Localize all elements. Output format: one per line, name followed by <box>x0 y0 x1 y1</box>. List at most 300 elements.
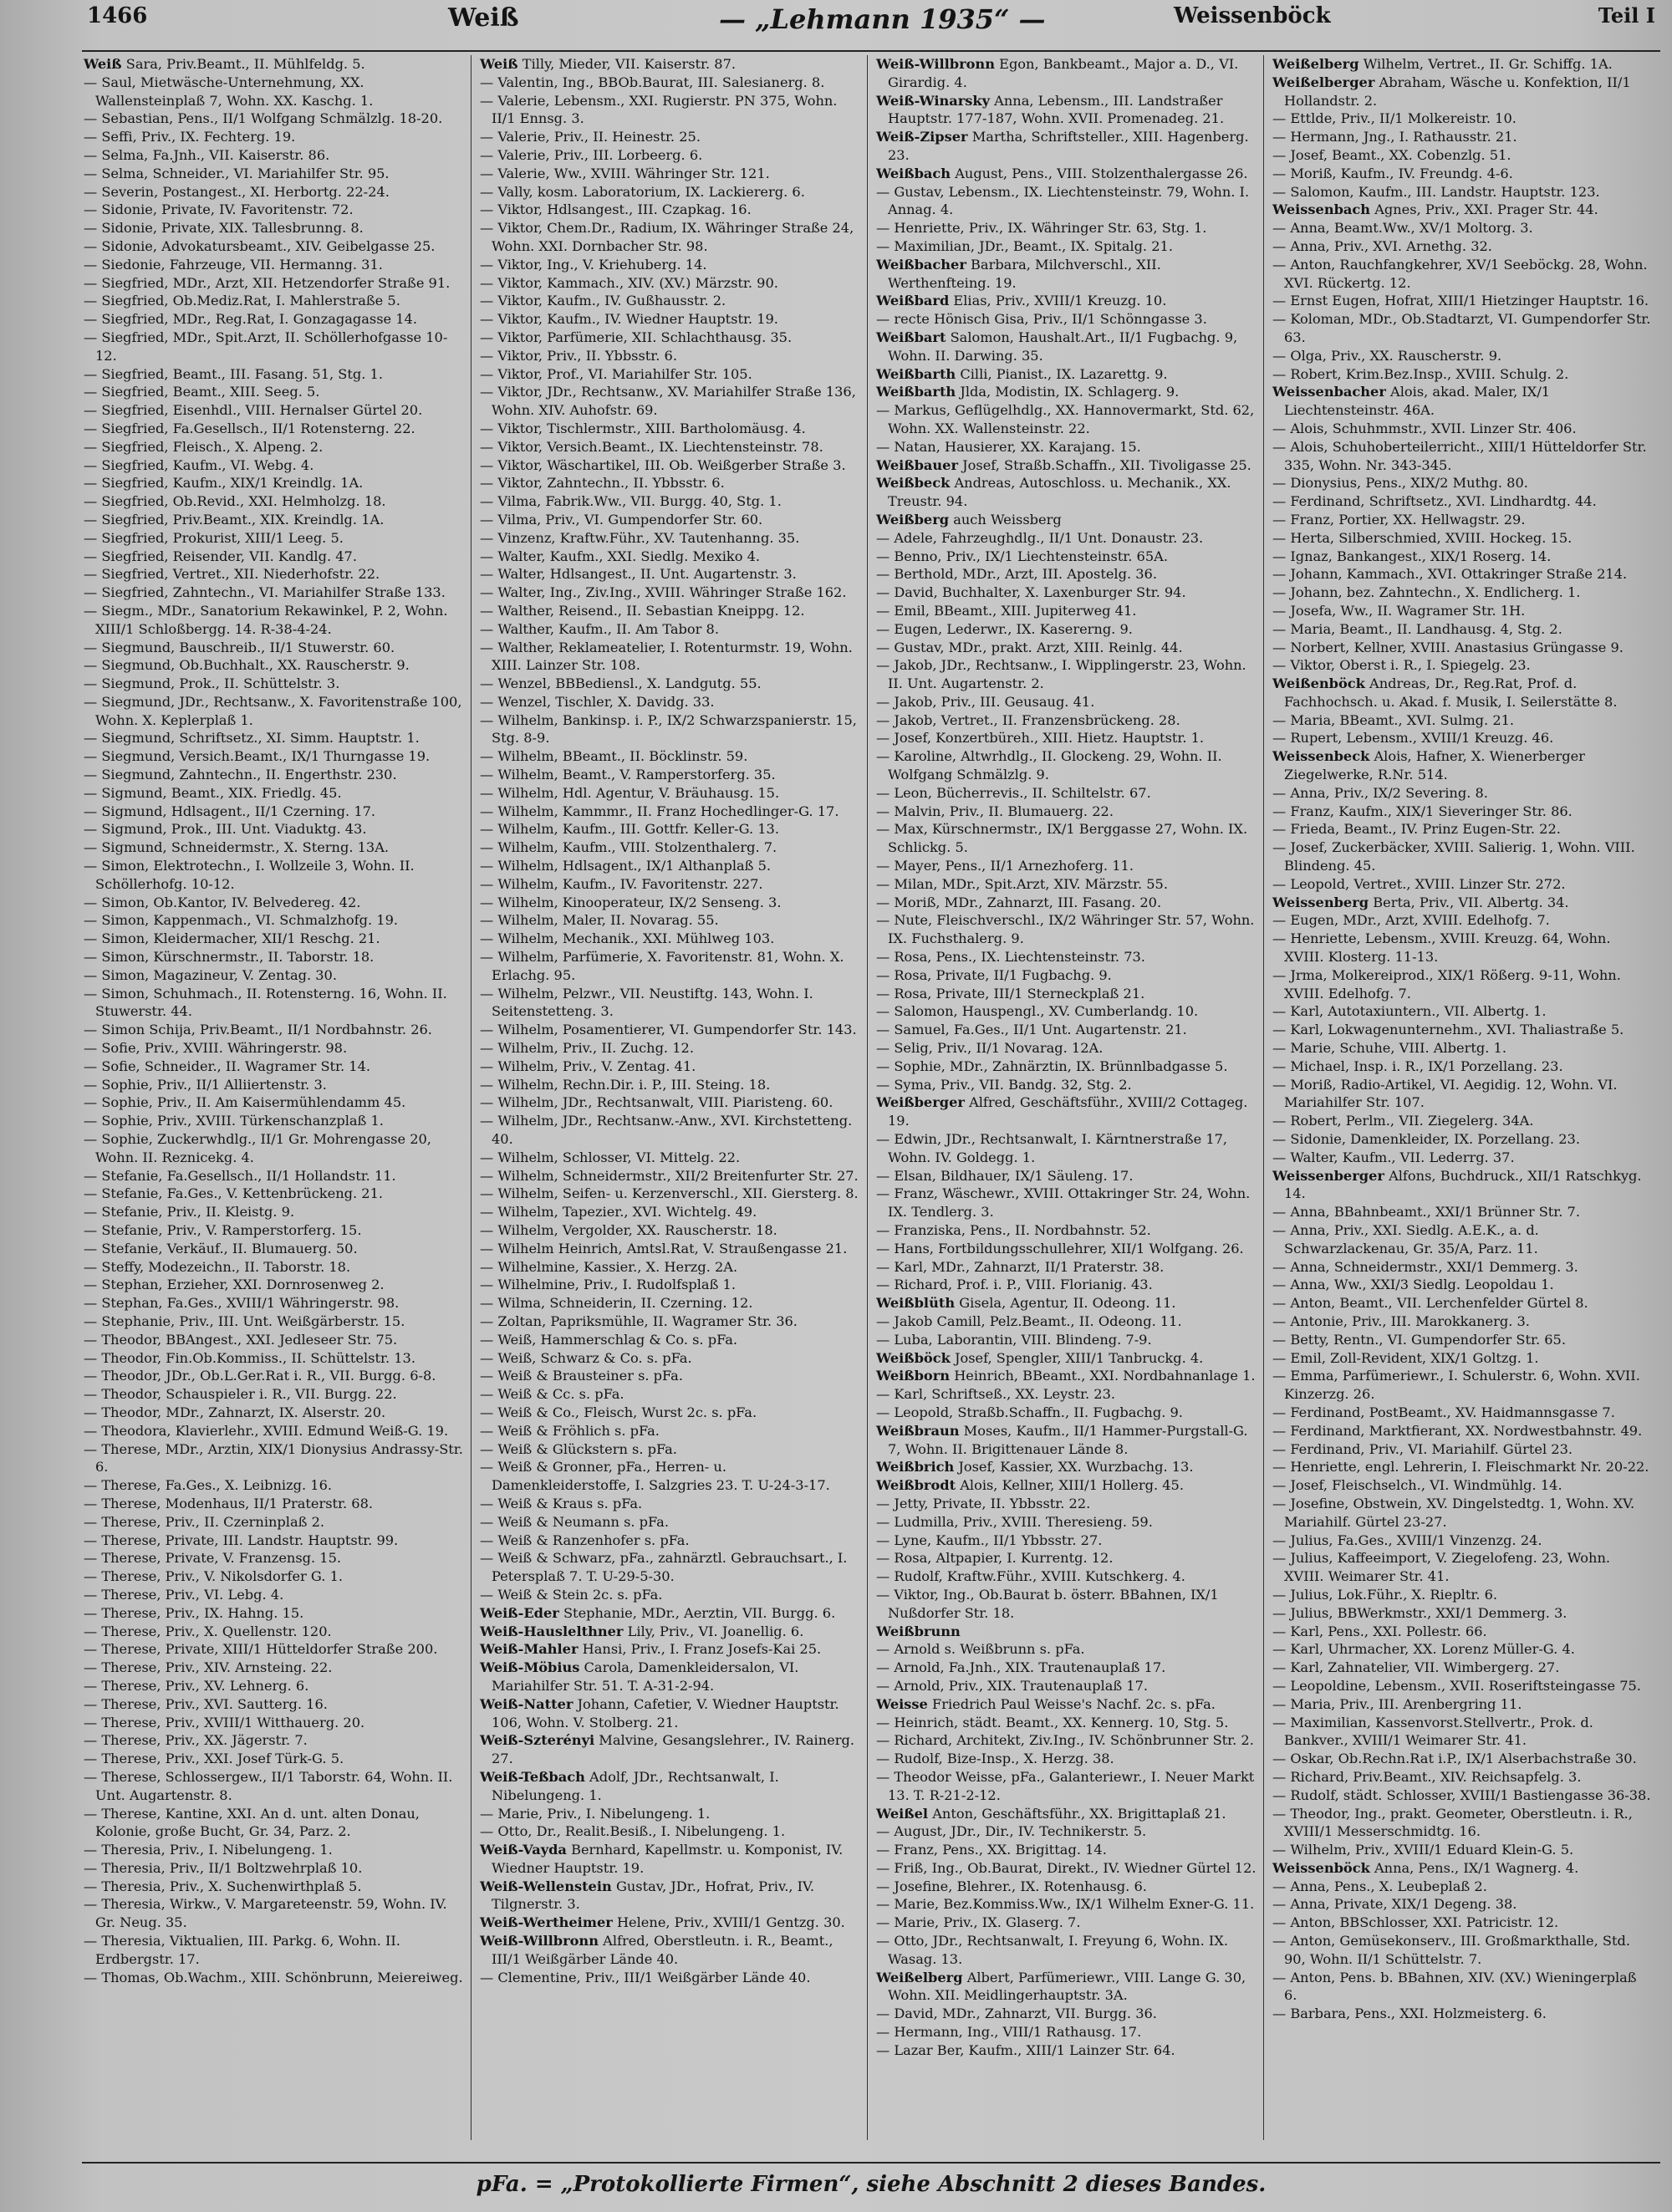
directory-entry <box>480 1495 860 1513</box>
directory-entry <box>480 383 860 420</box>
entry-text: Gustav, JDr., Hofrat, Priv., IV. Tilgnerstr. 3. <box>492 1878 815 1913</box>
entry-text: — Josefa, Ww., II. Wagramer Str. 1H. <box>1272 602 1526 619</box>
directory-entry <box>1272 1312 1654 1331</box>
entry-text: — Rosa, Altpapier, I. Kurrentg. 12. <box>876 1550 1114 1567</box>
entry-text: — Ludmilla, Priv., XVIII. Theresieng. 59. <box>876 1513 1153 1530</box>
entry-text: — Weiß & Ranzenhofer s. pFa. <box>480 1532 690 1548</box>
entry-text: — Theodor, JDr., Ob.L.Ger.Rat i. R., VII. Burgg. 6-8. <box>84 1368 436 1384</box>
entry-text: — Wilhelm, Priv., V. Zentag. 41. <box>480 1058 696 1074</box>
directory-entry <box>84 274 464 293</box>
directory-entry <box>1272 310 1654 347</box>
directory-entry <box>84 1805 464 1842</box>
directory-entry <box>84 110 464 128</box>
entry-text: — Theodor, Ing., prakt. Geometer, Oberstleutn. i. R., XVIII/1 Messerschmidtg. 16. <box>1272 1805 1633 1840</box>
entry-surname: Weißelberg <box>876 1969 963 1985</box>
entry-text: — Eugen, Lederwr., IX. Kasererng. 9. <box>876 620 1133 637</box>
entry-text: — Berthold, MDr., Arzt, III. Apostelg. 36. <box>876 566 1157 583</box>
entry-text: — Alois, Schuhoberteilerricht., XIII/1 Hütteldorfer Str. 335, Wohn. Nr. 343-345. <box>1272 438 1647 473</box>
directory-entry <box>876 310 1257 329</box>
directory-entry <box>876 1039 1257 1058</box>
entry-surname: Weissenberg <box>1272 894 1369 910</box>
directory-entry <box>480 292 860 310</box>
directory-entry <box>876 529 1257 548</box>
entry-text: — Wilhelm, Rechn.Dir. i. P., III. Steing. 18. <box>480 1076 771 1093</box>
entry-text: Friedrich Paul Weisse's Nachf. 2c. s. pFa. <box>932 1695 1216 1712</box>
directory-entry <box>1272 474 1654 492</box>
entry-text: — Wilhelm, Kaufm., III. Gottfr. Keller-G. 13. <box>480 821 779 838</box>
entry-text: — Sophie, MDr., Zahnärztin, IX. Brünnlbadgasse 5. <box>876 1058 1228 1074</box>
entry-surname: Weißbraun <box>876 1422 960 1439</box>
entry-text: — Ettlde, Priv., II/1 Molkereistr. 10. <box>1272 110 1517 127</box>
entry-surname: Weißelberger <box>1272 74 1375 90</box>
page-header <box>82 0 1660 52</box>
directory-entry <box>1272 675 1654 711</box>
entry-surname: Weiß-Wertheimer <box>480 1914 613 1931</box>
directory-entry <box>480 1093 860 1112</box>
entry-text: — Sophie, Priv., II/1 Alliiertenstr. 3. <box>84 1076 327 1093</box>
directory-entry <box>876 985 1257 1003</box>
entry-text: — Julius, Lok.Führ., X. Riepltr. 6. <box>1272 1586 1498 1603</box>
entry-text: — Wilhelm, Parfümerie, X. Favoritenstr. 81, Wohn. X. Erlachg. 95. <box>480 949 844 983</box>
entry-text: — Ignaz, Bankangest., XIX/1 Roserg. 14. <box>1272 548 1552 564</box>
entry-text: — Moriß, Kaufm., IV. Freundg. 4-6. <box>1272 165 1513 181</box>
entry-text: — Sidonie, Damenkleider, IX. Porzellang. 23. <box>1272 1131 1580 1148</box>
directory-entry <box>84 1130 464 1167</box>
directory-entry <box>480 875 860 894</box>
directory-entry <box>84 1276 464 1294</box>
entry-text: — Karl, Schriftseß., XX. Leystr. 23. <box>876 1386 1116 1403</box>
directory-entry <box>1272 146 1654 165</box>
directory-entry <box>1272 1623 1654 1641</box>
entry-text: — Eugen, MDr., Arzt, XVIII. Edelhofg. 7. <box>1272 912 1550 929</box>
entry-text: — Siegfried, Priv.Beamt., XIX. Kreindlg. 1A. <box>84 511 385 528</box>
entry-surname: Weißbard <box>876 293 950 309</box>
entry-surname: Weiß-Szterényi <box>480 1732 595 1749</box>
directory-entry <box>84 511 464 529</box>
directory-entry <box>876 1623 1257 1641</box>
directory-entry <box>1272 820 1654 838</box>
directory-entry <box>480 693 860 711</box>
directory-entry <box>876 1586 1257 1623</box>
entry-text: — Simon, Kleidermacher, XII/1 Reschg. 21. <box>84 930 380 947</box>
directory-entry <box>876 1532 1257 1550</box>
entry-text: — Rosa, Private, III/1 Sterneckplaß 21. <box>876 985 1145 1002</box>
entry-text: — Sigmund, Hdlsagent., II/1 Czerning. 17. <box>84 803 376 819</box>
entry-surname: Weißbauer <box>876 456 959 473</box>
entry-text: — Wilhelm, Pelzwr., VII. Neustiftg. 143, Wohn. I. Seitenstetteng. 3. <box>480 985 813 1020</box>
directory-entry <box>84 985 464 1022</box>
entry-text: — Viktor, Hdlsangest., III. Czapkag. 16. <box>480 201 752 218</box>
entry-text: — Walther, Kaufm., II. Am Tabor 8. <box>480 620 719 637</box>
entry-text: Martha, Schriftsteller., XIII. Hagenberg. 23. <box>888 129 1249 163</box>
entry-text: — Therese, Priv., XV. Lehnerg. 6. <box>84 1677 309 1694</box>
directory-entry <box>480 803 860 821</box>
directory-entry <box>84 1969 464 1987</box>
entry-text: — Siegfried, Zahntechn., VI. Mariahilfer Straße 133. <box>84 584 446 601</box>
entry-text: — Siegfried, MDr., Reg.Rat, I. Gonzagagasse 14. <box>84 311 417 328</box>
directory-entry <box>1272 747 1654 784</box>
directory-entry <box>480 894 860 912</box>
directory-entry <box>480 857 860 875</box>
entry-surname: Weiß-Möbius <box>480 1659 580 1676</box>
entry-surname: Weißbart <box>876 329 946 345</box>
directory-entry <box>84 803 464 821</box>
directory-entry <box>480 347 860 365</box>
directory-entry <box>480 1185 860 1203</box>
entry-text: — Vilma, Priv., VI. Gumpendorfer Str. 60. <box>480 511 763 528</box>
directory-entry <box>1272 1640 1654 1659</box>
directory-entry <box>1272 1349 1654 1368</box>
entry-text: — Theodor, MDr., Zahnarzt, IX. Alserstr. 20. <box>84 1404 386 1420</box>
directory-entry <box>480 511 860 529</box>
entry-text: Alois, Hafner, X. Wienerberger Ziegelwerke, R.Nr. 514. <box>1284 748 1585 783</box>
entry-text: — Weiß & Stein 2c. s. pFa. <box>480 1586 663 1603</box>
entry-text: — recte Hönisch Gisa, Priv., II/1 Schönngasse 3. <box>876 311 1207 328</box>
entry-text: — Siegfried, Beamt., XIII. Seeg. 5. <box>84 384 320 400</box>
directory-entry <box>1272 383 1654 420</box>
entry-text: — Sofie, Priv., XVIII. Währingerstr. 98. <box>84 1040 348 1057</box>
directory-entry <box>876 1750 1257 1768</box>
directory-entry <box>84 1932 464 1969</box>
directory-entry <box>876 1695 1257 1714</box>
entry-text: — Wilhelm, Mechanik., XXI. Mühlweg 103. <box>480 930 775 947</box>
entry-text: — Rudolf, städt. Schlosser, XVIII/1 Bastiengasse 36-38. <box>1272 1786 1651 1803</box>
entry-text: — Antonie, Priv., III. Marokkanerg. 3. <box>1272 1312 1530 1329</box>
entry-text: Josef, Spengler, XIII/1 Tanbruckg. 4. <box>954 1349 1204 1366</box>
directory-entry <box>876 784 1257 803</box>
directory-entry <box>1272 128 1654 146</box>
directory-entry <box>84 1404 464 1422</box>
directory-entry <box>1272 1750 1654 1768</box>
directory-entry <box>84 310 464 329</box>
entry-text: — Gustav, MDr., prakt. Arzt, XIII. Reinlg. 44. <box>876 639 1183 655</box>
directory-entry <box>84 1714 464 1732</box>
entry-surname: Weissenberger <box>1272 1167 1384 1184</box>
directory-entry <box>876 1768 1257 1805</box>
directory-entry <box>876 565 1257 584</box>
directory-entry <box>84 656 464 675</box>
entry-text: — Wilhelm, Vergolder, XX. Rauscherstr. 18. <box>480 1222 777 1238</box>
directory-entry <box>1272 110 1654 128</box>
entry-text: — Valentin, Ing., BBOb.Baurat, III. Salesianerg. 8. <box>480 74 825 90</box>
entry-text: — Johann, bez. Zahntechn., X. Endlicherg. 1. <box>1272 584 1581 601</box>
entry-text: — Frieda, Beamt., IV. Prinz Eugen-Str. 22. <box>1272 821 1561 838</box>
entry-text: — Sidonie, Advokatursbeamt., XIV. Geibelgasse 25. <box>84 237 436 254</box>
entry-surname: Weiß-Willbronn <box>876 56 995 72</box>
entry-text: — Stefanie, Priv., II. Kleistg. 9. <box>84 1204 295 1221</box>
entry-text: — Sigmund, Prok., III. Unt. Viaduktg. 43. <box>84 821 367 838</box>
directory-entry <box>480 74 860 92</box>
entry-text: — Richard, Architekt, Ziv.Ing., IV. Schönbrunner Str. 2. <box>876 1732 1254 1749</box>
directory-entry <box>84 1039 464 1058</box>
entry-text: — Rosa, Private, II/1 Fugbachg. 9. <box>876 966 1112 983</box>
entry-text: — Wilhelm, Kaufm., IV. Favoritenstr. 227. <box>480 875 763 892</box>
directory-entry <box>480 92 860 129</box>
entry-text: — Therese, Priv., II. Czerninplaß 2. <box>84 1513 325 1530</box>
directory-entry <box>1272 1786 1654 1805</box>
entry-text: — Therese, Modenhaus, II/1 Praterstr. 68. <box>84 1495 374 1511</box>
entry-text: — Siegfried, MDr., Arzt, XII. Hetzendorfer Straße 91. <box>84 274 451 291</box>
directory-entry <box>1272 1276 1654 1294</box>
entry-text: — Lyne, Kaufm., II/1 Ybbsstr. 27. <box>876 1532 1103 1548</box>
entry-text: — Weiß & Co., Fleisch, Wurst 2c. s. pFa. <box>480 1404 757 1420</box>
directory-entry <box>876 383 1257 401</box>
entry-text: — Wilhelm, Schlosser, VI. Mittelg. 22. <box>480 1149 741 1165</box>
entry-text: — Viktor, Oberst i. R., I. Spiegelg. 23. <box>1272 657 1531 674</box>
directory-entry <box>1272 1021 1654 1039</box>
entry-text: — Leopold, Vertret., XVIII. Linzer Str. 272. <box>1272 875 1566 892</box>
directory-entry <box>1272 1258 1654 1277</box>
entry-text: — Wilhelm, BBeamt., II. Böcklinstr. 59. <box>480 748 748 765</box>
entry-text: — Franz, Portier, XX. Hellwagstr. 29. <box>1272 511 1526 528</box>
directory-entry <box>1272 1331 1654 1349</box>
entry-text: Berta, Priv., VII. Albertg. 34. <box>1373 894 1569 910</box>
directory-entry <box>84 584 464 602</box>
entry-text: — Theresia, Wirkw., V. Margareteenstr. 59, Wohn. IV. Gr. Neug. 35. <box>84 1896 447 1931</box>
directory-entry <box>876 894 1257 912</box>
directory-entry <box>480 1058 860 1076</box>
entry-text: — Jakob, Vertret., II. Franzensbrückeng. 28. <box>876 711 1180 728</box>
entry-text: — August, JDr., Dir., IV. Technikerstr. 5. <box>876 1823 1147 1840</box>
entry-text: — Josef, Zuckerbäcker, XVIII. Salierig. 1, Wohn. VIII. Blindeng. 45. <box>1272 839 1635 874</box>
entry-text: — Elsan, Bildhauer, IX/1 Säuleng. 17. <box>876 1167 1134 1184</box>
entry-text: — Ernst Eugen, Hofrat, XIII/1 Hietzinger Hauptstr. 16. <box>1272 293 1649 309</box>
directory-entry <box>876 128 1257 165</box>
directory-entry <box>1272 1768 1654 1786</box>
entry-text: — Robert, Perlm., VII. Ziegelerg. 34A. <box>1272 1113 1534 1129</box>
entry-text: — Markus, Geflügelhdlg., XX. Hannovermarkt, Std. 62, Wohn. XX. Wallensteinstr. 22. <box>876 402 1255 436</box>
directory-entry <box>876 1714 1257 1732</box>
directory-entry <box>480 1276 860 1294</box>
entry-text: — Anna, Private, XIX/1 Degeng. 38. <box>1272 1896 1517 1913</box>
entry-text: — Richard, Prof. i. P., VIII. Florianig. 43. <box>876 1277 1153 1293</box>
entry-text: — Viktor, Priv., II. Ybbsstr. 6. <box>480 347 677 364</box>
directory-entry <box>84 966 464 985</box>
directory-entry <box>480 602 860 620</box>
entry-text: — Weiß, Schwarz & Co. s. pFa. <box>480 1349 692 1366</box>
directory-entry <box>1272 165 1654 183</box>
entry-surname: Weiß-Eder <box>480 1604 559 1621</box>
entry-text: Sara, Priv.Beamt., II. Mühlfeldg. 5. <box>125 56 365 72</box>
directory-entry <box>876 237 1257 256</box>
directory-entry <box>84 747 464 766</box>
entry-text: Anton, Geschäftsführ., XX. Brigittaplaß 21. <box>932 1805 1226 1822</box>
directory-entry <box>480 146 860 165</box>
directory-entry <box>876 857 1257 875</box>
directory-entry <box>84 74 464 110</box>
directory-entry <box>1272 565 1654 584</box>
entry-text: — Valerie, Lebensm., XXI. Rugierstr. PN 375, Wohn. II/1 Ennsg. 3. <box>480 92 838 127</box>
directory-entry <box>84 1695 464 1714</box>
directory-entry <box>1272 219 1654 237</box>
entry-text: — David, MDr., Zahnarzt, VII. Burgg. 36. <box>876 2006 1157 2022</box>
entry-text: Cilli, Pianist., IX. Lazarettg. 9. <box>960 365 1168 382</box>
directory-entry <box>84 1895 464 1932</box>
entry-text: — Theodor, BBAngest., XXI. Jedleseer Str. 75. <box>84 1331 398 1348</box>
entry-text: Albert, Parfümeriewr., VIII. Lange G. 30, Wohn. XII. Meidlingerhauptstr. 3A. <box>888 1969 1246 2004</box>
entry-surname: Weiß-Mahler <box>480 1641 579 1658</box>
directory-entry <box>876 1805 1257 1823</box>
entry-text: — Anna, Priv., IX/2 Severing. 8. <box>1272 784 1488 801</box>
entry-text: — Gustav, Lebensm., IX. Liechtensteinstr. 79, Wohn. I. Annag. 4. <box>876 183 1250 218</box>
directory-entry <box>480 548 860 566</box>
entry-text: — Marie, Schuhe, VIII. Albertg. 1. <box>1272 1040 1506 1057</box>
directory-entry <box>1272 1932 1654 1969</box>
entry-text: — Marie, Priv., IX. Glaserg. 7. <box>876 1914 1081 1931</box>
directory-entry <box>1272 966 1654 1003</box>
directory-entry <box>876 92 1257 129</box>
directory-entry <box>84 1021 464 1039</box>
entry-text: — Benno, Priv., IX/1 Liechtensteinstr. 65A. <box>876 548 1168 564</box>
directory-entry <box>1272 529 1654 548</box>
directory-entry <box>876 401 1257 438</box>
directory-entry <box>876 1294 1257 1312</box>
directory-entry <box>1272 256 1654 293</box>
entry-text: — Arnold s. Weißbrunn s. pFa. <box>876 1641 1085 1658</box>
directory-entry <box>480 492 860 511</box>
entry-text: Agnes, Priv., XXI. Prager Str. 44. <box>1374 201 1598 218</box>
directory-entry <box>876 1258 1257 1277</box>
entry-text: — Samuel, Fa.Ges., II/1 Unt. Augartenstr. 21. <box>876 1022 1187 1038</box>
directory-entry <box>1272 1076 1654 1113</box>
directory-entry <box>84 1859 464 1878</box>
directory-entry <box>480 329 860 347</box>
entry-surname: Weißel <box>876 1805 929 1822</box>
entry-text: — Maria, Priv., III. Arenbergring 11. <box>1272 1695 1522 1712</box>
entry-text: — Siegfried, Vertret., XII. Niederhofstr. 22. <box>84 566 380 583</box>
entry-text: — Otto, JDr., Rechtsanwalt, I. Freyung 6, Wohn. IX. Wasag. 13. <box>876 1933 1228 1967</box>
entry-text: — Josefine, Obstwein, XV. Dingelstedtg. 1, Wohn. XV. Mariahilf. Gürtel 23-27. <box>1272 1495 1635 1530</box>
directory-entry <box>876 1058 1257 1076</box>
directory-entry <box>84 1495 464 1513</box>
entry-text: — Max, Kürschnermstr., IX/1 Berggasse 27, Wohn. IX. Schlickg. 5. <box>876 821 1248 856</box>
directory-entry <box>1272 347 1654 365</box>
entry-text: — Simon, Kürschnermstr., II. Taborstr. 18. <box>84 949 375 966</box>
directory-entry <box>84 948 464 966</box>
directory-entry <box>1272 237 1654 256</box>
entry-text: — Leopold, Straßb.Schaffn., II. Fugbachg. 9. <box>876 1404 1183 1420</box>
directory-entry <box>84 1513 464 1532</box>
directory-entry <box>480 256 860 274</box>
directory-entry <box>1272 1659 1654 1677</box>
entry-text: — Anton, BBSchlosser, XXI. Patricistr. 12. <box>1272 1914 1559 1931</box>
directory-entry <box>480 183 860 201</box>
directory-entry <box>84 1841 464 1859</box>
entry-text: — Simon, Schuhmach., II. Rotensterng. 16, Wohn. II. Stuwerstr. 44. <box>84 985 447 1020</box>
entry-surname: Weissenböck <box>1272 1859 1370 1876</box>
entry-text: — Siegfried, Prokurist, XIII/1 Leeg. 5. <box>84 529 344 546</box>
entry-text: — Henriette, Lebensm., XVIII. Kreuzg. 64, Wohn. XVIII. Klosterg. 11-13. <box>1272 930 1611 966</box>
entry-text: — Stephan, Fa.Ges., XVIII/1 Währingerstr. 98. <box>84 1295 400 1312</box>
entry-text: — Siegm., MDr., Sanatorium Rekawinkel, P. 2, Wohn. XIII/1 Schloßbergg. 14. R-38-4-24. <box>84 602 448 637</box>
directory-entry <box>480 620 860 639</box>
directory-entry <box>1272 55 1654 74</box>
entry-text: — Sophie, Zuckerwhdlg., II/1 Gr. Mohrengasse 20, Wohn. II. Reznicekg. 4. <box>84 1131 431 1165</box>
entry-text: — Walter, Hdlsangest., II. Unt. Augartenstr. 3. <box>480 566 797 583</box>
entry-text: — Weiß & Kraus s. pFa. <box>480 1495 643 1511</box>
directory-entry <box>876 966 1257 985</box>
entry-text: — Jakob, Priv., III. Geusaug. 41. <box>876 693 1095 710</box>
entry-text: — Syma, Priv., VII. Bandg. 32, Stg. 2. <box>876 1076 1132 1093</box>
directory-entry <box>480 1731 860 1768</box>
entry-surname: Weiß <box>480 56 518 72</box>
entry-text: — Marie, Priv., I. Nibelungeng. 1. <box>480 1805 711 1822</box>
directory-entry <box>1272 1677 1654 1695</box>
entry-text: — Josef, Fleischselch., VI. Windmühlg. 14. <box>1272 1477 1562 1494</box>
directory-entry <box>480 948 860 985</box>
entry-text: — Maximilian, Kassenvorst.Stellvertr., Prok. d. Bankver., XVIII/1 Weimarer Str. 41. <box>1272 1714 1593 1749</box>
entry-text: — David, Buchhalter, X. Laxenburger Str. 94. <box>876 584 1186 601</box>
entry-text: — Severin, Postangest., XI. Herbortg. 22-24. <box>84 183 390 200</box>
entry-text: — Therese, Kantine, XXI. An d. unt. alten Donau, Kolonie, große Bucht, Gr. 34, Parz. 2. <box>84 1805 420 1840</box>
entry-text: — Wilhelm, Posamentierer, VI. Gumpendorfer Str. 143. <box>480 1022 857 1038</box>
directory-entry <box>876 1185 1257 1221</box>
entry-text: — Oskar, Ob.Rechn.Rat i.P., IX/1 Alserbachstraße 30. <box>1272 1751 1637 1767</box>
directory-entry <box>480 529 860 548</box>
entry-text: — Leon, Bücherrevis., II. Schiltelstr. 67. <box>876 784 1151 801</box>
entry-text: — Weiß & Brausteiner s. pFa. <box>480 1368 683 1384</box>
directory-entry <box>480 1969 860 1987</box>
entry-text: — Weiß & Gronner, pFa., Herren- u. Damenkleiderstoffe, I. Salzgries 23. T. U-24-3-17. <box>480 1459 830 1494</box>
directory-entry <box>1272 584 1654 602</box>
directory-entry <box>1272 511 1654 529</box>
entry-text: — Ferdinand, PostBeamt., XV. Haidmannsgasse 7. <box>1272 1404 1615 1420</box>
entry-text: — Therese, Private, XIII/1 Hütteldorfer Straße 200. <box>84 1641 438 1658</box>
entry-text: — Emil, BBeamt., XIII. Jupiterweg 41. <box>876 602 1137 619</box>
directory-entry <box>480 1312 860 1331</box>
directory-entry <box>480 565 860 584</box>
directory-entry <box>480 1221 860 1240</box>
directory-entry <box>84 1167 464 1185</box>
entry-text: — Karl, Autotaxiuntern., VII. Albertg. 1. <box>1272 1003 1547 1020</box>
entry-text: — Siegfried, Kaufm., XIX/1 Kreindlg. 1A. <box>84 475 364 492</box>
directory-entry <box>84 1750 464 1768</box>
directory-entry <box>876 1895 1257 1914</box>
directory-entry <box>84 1203 464 1221</box>
entry-text: Alois, Kellner, XIII/1 Hollerg. 45. <box>960 1477 1184 1494</box>
entry-text: — Therese, Private, V. Franzensg. 15. <box>84 1550 342 1567</box>
entry-text: — Alois, Schuhmmstr., XVII. Linzer Str. 406. <box>1272 420 1577 436</box>
directory-entry <box>84 146 464 165</box>
entry-text: — Ferdinand, Priv., VI. Mariahilf. Gürtel 23. <box>1272 1440 1573 1457</box>
entry-text: Carola, Damenkleidersalon, VI. Mariahilfer Str. 51. T. A-31-2-94. <box>492 1659 799 1694</box>
directory-entry <box>84 201 464 219</box>
directory-entry <box>84 1878 464 1896</box>
entry-text: — Hermann, Ing., VIII/1 Rathausg. 17. <box>876 2024 1142 2041</box>
directory-entry <box>480 1549 860 1586</box>
directory-entry <box>480 1604 860 1623</box>
directory-entry <box>876 1640 1257 1659</box>
entry-text: — Simon, Magazineur, V. Zentag. 30. <box>84 966 337 983</box>
entry-text: — Arnold, Fa.Jnh., XIX. Trautenauplaß 17. <box>876 1659 1166 1676</box>
directory-entry <box>876 1731 1257 1750</box>
directory-entry <box>1272 639 1654 657</box>
entry-text: — Walther, Reisend., II. Sebastian Kneippg. 12. <box>480 602 805 619</box>
directory-entry <box>876 1130 1257 1167</box>
entry-text: — Milan, MDr., Spit.Arzt, XIV. Märzstr. 55. <box>876 875 1168 892</box>
entry-text: — Karoline, Altwrhdlg., II. Glockeng. 29, Wohn. II. Wolfgang Schmälzlg. 9. <box>876 748 1222 783</box>
entry-text: — Viktor, Tischlermstr., XIII. Bartholomäusg. 4. <box>480 420 806 436</box>
directory-entry <box>1272 74 1654 110</box>
header-part: Teil I <box>1598 3 1655 28</box>
entry-text: — Therese, Priv., XVIII/1 Witthauerg. 20. <box>84 1714 365 1730</box>
entry-text: — Franz, Kaufm., XIX/1 Sieveringer Str. 86. <box>1272 803 1573 819</box>
directory-entry <box>84 329 464 365</box>
directory-entry <box>876 1422 1257 1459</box>
entry-text: — Selig, Priv., II/1 Novarag. 12A. <box>876 1040 1104 1057</box>
entry-text: — Valerie, Ww., XVIII. Währinger Str. 121. <box>480 165 770 181</box>
entry-text: — Wilma, Schneiderin, II. Czerning. 12. <box>480 1295 753 1312</box>
